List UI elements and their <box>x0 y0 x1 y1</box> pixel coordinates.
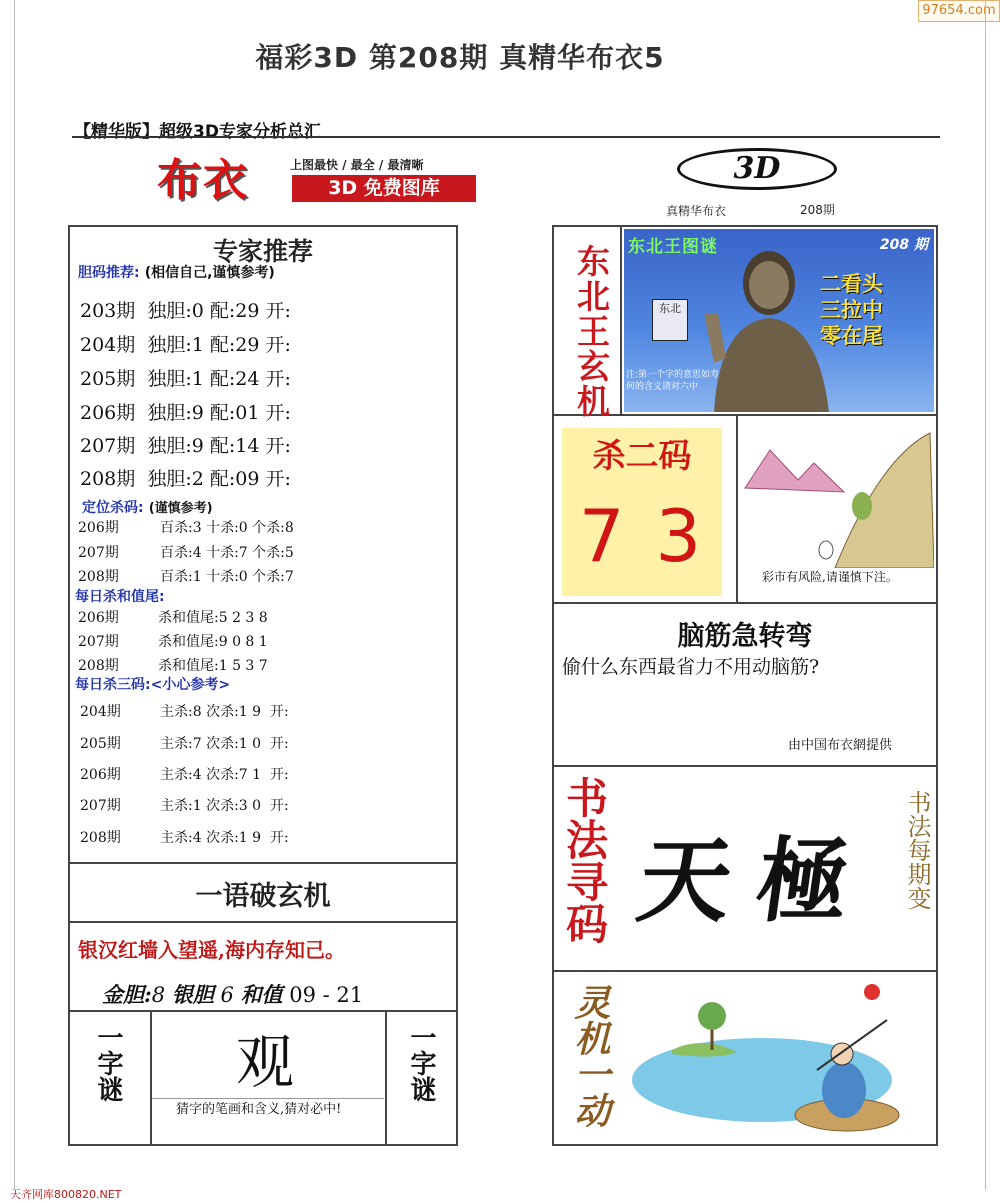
brain-title: 脑筋急转弯 <box>677 621 813 652</box>
logo-3d-mark: 3D <box>733 151 781 186</box>
fisherman-icon <box>632 980 932 1140</box>
dan-row: 207期 独胆:9 配:14 开: <box>80 435 291 457</box>
sha-title: 杀二码 <box>592 436 692 475</box>
sum-row-issue: 207期 <box>78 634 119 650</box>
gold-label: 金胆: <box>102 982 152 1007</box>
pos-row-text: 百杀:4 十杀:7 个杀:5 <box>160 545 294 561</box>
dan-label: 胆码推荐: <box>78 265 140 281</box>
divider <box>552 602 938 604</box>
silver-label: 银胆 <box>171 982 214 1007</box>
pos-row-text: 百杀:1 十杀:0 个杀:7 <box>160 569 294 585</box>
dan-row: 208期 独胆:2 配:09 开: <box>80 468 291 490</box>
calli-label: 书法寻码 <box>560 776 609 944</box>
pos-row-issue: 206期 <box>78 520 119 536</box>
dongbei-line: 二看头 <box>820 272 883 296</box>
logo-3d-issue: 208期 <box>800 203 835 217</box>
dongbei-line: 零在尾 <box>820 324 883 348</box>
dongbei-note: 注:第一个字的意思如寿何的含义请对六中 <box>626 370 720 392</box>
site-tag[interactable]: 97654.com <box>918 0 1000 22</box>
three-row-text: 主杀:1 次杀:3 0 开: <box>160 798 289 814</box>
yizi-right-label: 一字谜 <box>406 1024 436 1102</box>
sum-label: 每日杀和值尾: <box>75 589 165 605</box>
three-row-issue: 204期 <box>80 704 121 720</box>
dongbei-issue: 208 期 <box>879 237 928 253</box>
dan-note: (相信自己,谨慎参考) <box>144 265 275 281</box>
three-row-text: 主杀:4 次杀:7 1 开: <box>160 767 289 783</box>
brain-credit: 由中国布衣網提供 <box>788 738 893 753</box>
dan-row: 206期 独胆:9 配:01 开: <box>80 402 291 424</box>
divider <box>620 225 622 414</box>
dongbei-seal: 东北 <box>652 299 688 341</box>
calli-side: 书法每期变 <box>903 790 931 910</box>
logo-buyi: 布衣 <box>157 155 249 206</box>
sum-row-text: 杀和值尾:9 0 8 1 <box>158 634 268 650</box>
yizi-char: 观 <box>236 1028 295 1096</box>
dan-row: 204期 独胆:1 配:29 开: <box>80 334 291 356</box>
pos-row-issue: 208期 <box>78 569 119 585</box>
divider <box>68 921 458 923</box>
lingji-label: 灵机一动 <box>569 984 611 1128</box>
sum-row-text: 杀和值尾:1 5 3 7 <box>158 658 268 674</box>
expert-title: 专家推荐 <box>212 237 313 266</box>
calli-text: 天極 <box>631 827 883 935</box>
divider <box>68 862 458 864</box>
pos-note: (谨慎参考) <box>148 501 213 516</box>
sum-row-text: 杀和值尾:5 2 3 8 <box>158 610 268 626</box>
pos-row-issue: 207期 <box>78 545 119 561</box>
gold-value: 8 <box>151 983 166 1007</box>
sum-value: 09 - 21 <box>289 983 364 1007</box>
pos-header <box>82 497 213 517</box>
dan-header <box>78 262 275 282</box>
sha-box <box>562 428 722 596</box>
divider <box>552 970 938 972</box>
dongbei-label: 东北王玄机 <box>572 244 611 419</box>
divider <box>68 1010 458 1012</box>
three-row-issue: 206期 <box>80 767 121 783</box>
yiyu-codes <box>102 979 363 1009</box>
divider <box>150 1010 152 1146</box>
three-row-text: 主杀:8 次杀:1 9 开: <box>160 704 289 720</box>
logo-3d <box>677 148 837 190</box>
dongbei-lines <box>820 271 883 349</box>
sum-label: 和值 <box>240 982 283 1007</box>
three-label: 每日杀三码:<小心参考> <box>75 677 231 693</box>
dan-row: 203期 独胆:0 配:29 开: <box>80 300 291 322</box>
logo-free-library: 3D 免费图库 <box>292 175 476 202</box>
pos-label: 定位杀码: <box>82 500 144 516</box>
divider <box>385 1010 387 1146</box>
three-row-issue: 205期 <box>80 736 121 752</box>
page-title: 福彩3D 第208期 真精华布衣5 <box>255 41 665 74</box>
dan-row: 205期 独胆:1 配:24 开: <box>80 368 291 390</box>
dongbei-line: 三拉中 <box>820 298 883 322</box>
footer-text[interactable]: 天齐网库800820.NET <box>10 1188 122 1201</box>
logo-tagline: 上图最快 / 最全 / 最清晰 <box>290 158 424 172</box>
dongbei-banner: 东北王图谜 <box>628 237 718 257</box>
yiyu-line: 银汉红墙入望遥,海内存知己。 <box>78 938 345 962</box>
logo-3d-caption: 真精华布衣 <box>666 204 727 218</box>
risk-text: 彩市有风险,请谨慎下注。 <box>762 570 898 584</box>
yizi-hint: 猜字的笔画和含义,猜对必中! <box>152 1098 384 1121</box>
divider <box>736 414 738 602</box>
three-row-issue: 208期 <box>80 830 121 846</box>
risk-illustration-icon <box>740 418 934 568</box>
subheading: 【精华版】超级3D专家分析总汇 <box>74 122 321 142</box>
yiyu-title: 一语破玄机 <box>195 881 331 912</box>
sum-row-issue: 206期 <box>78 610 119 626</box>
yizi-left-label: 一字谜 <box>93 1024 123 1102</box>
subheading-rule <box>72 136 940 138</box>
silver-value: 6 <box>220 983 234 1007</box>
three-row-text: 主杀:4 次杀:1 9 开: <box>160 830 289 846</box>
sha-code: 7 3 <box>578 494 706 578</box>
dongbei-image <box>624 229 934 412</box>
brain-question: 偷什么东西最省力不用动脑筋? <box>562 656 820 678</box>
three-row-issue: 207期 <box>80 798 121 814</box>
divider <box>552 765 938 767</box>
three-row-text: 主杀:7 次杀:1 0 开: <box>160 736 289 752</box>
pos-row-text: 百杀:3 十杀:0 个杀:8 <box>160 520 294 536</box>
sum-row-issue: 208期 <box>78 658 119 674</box>
